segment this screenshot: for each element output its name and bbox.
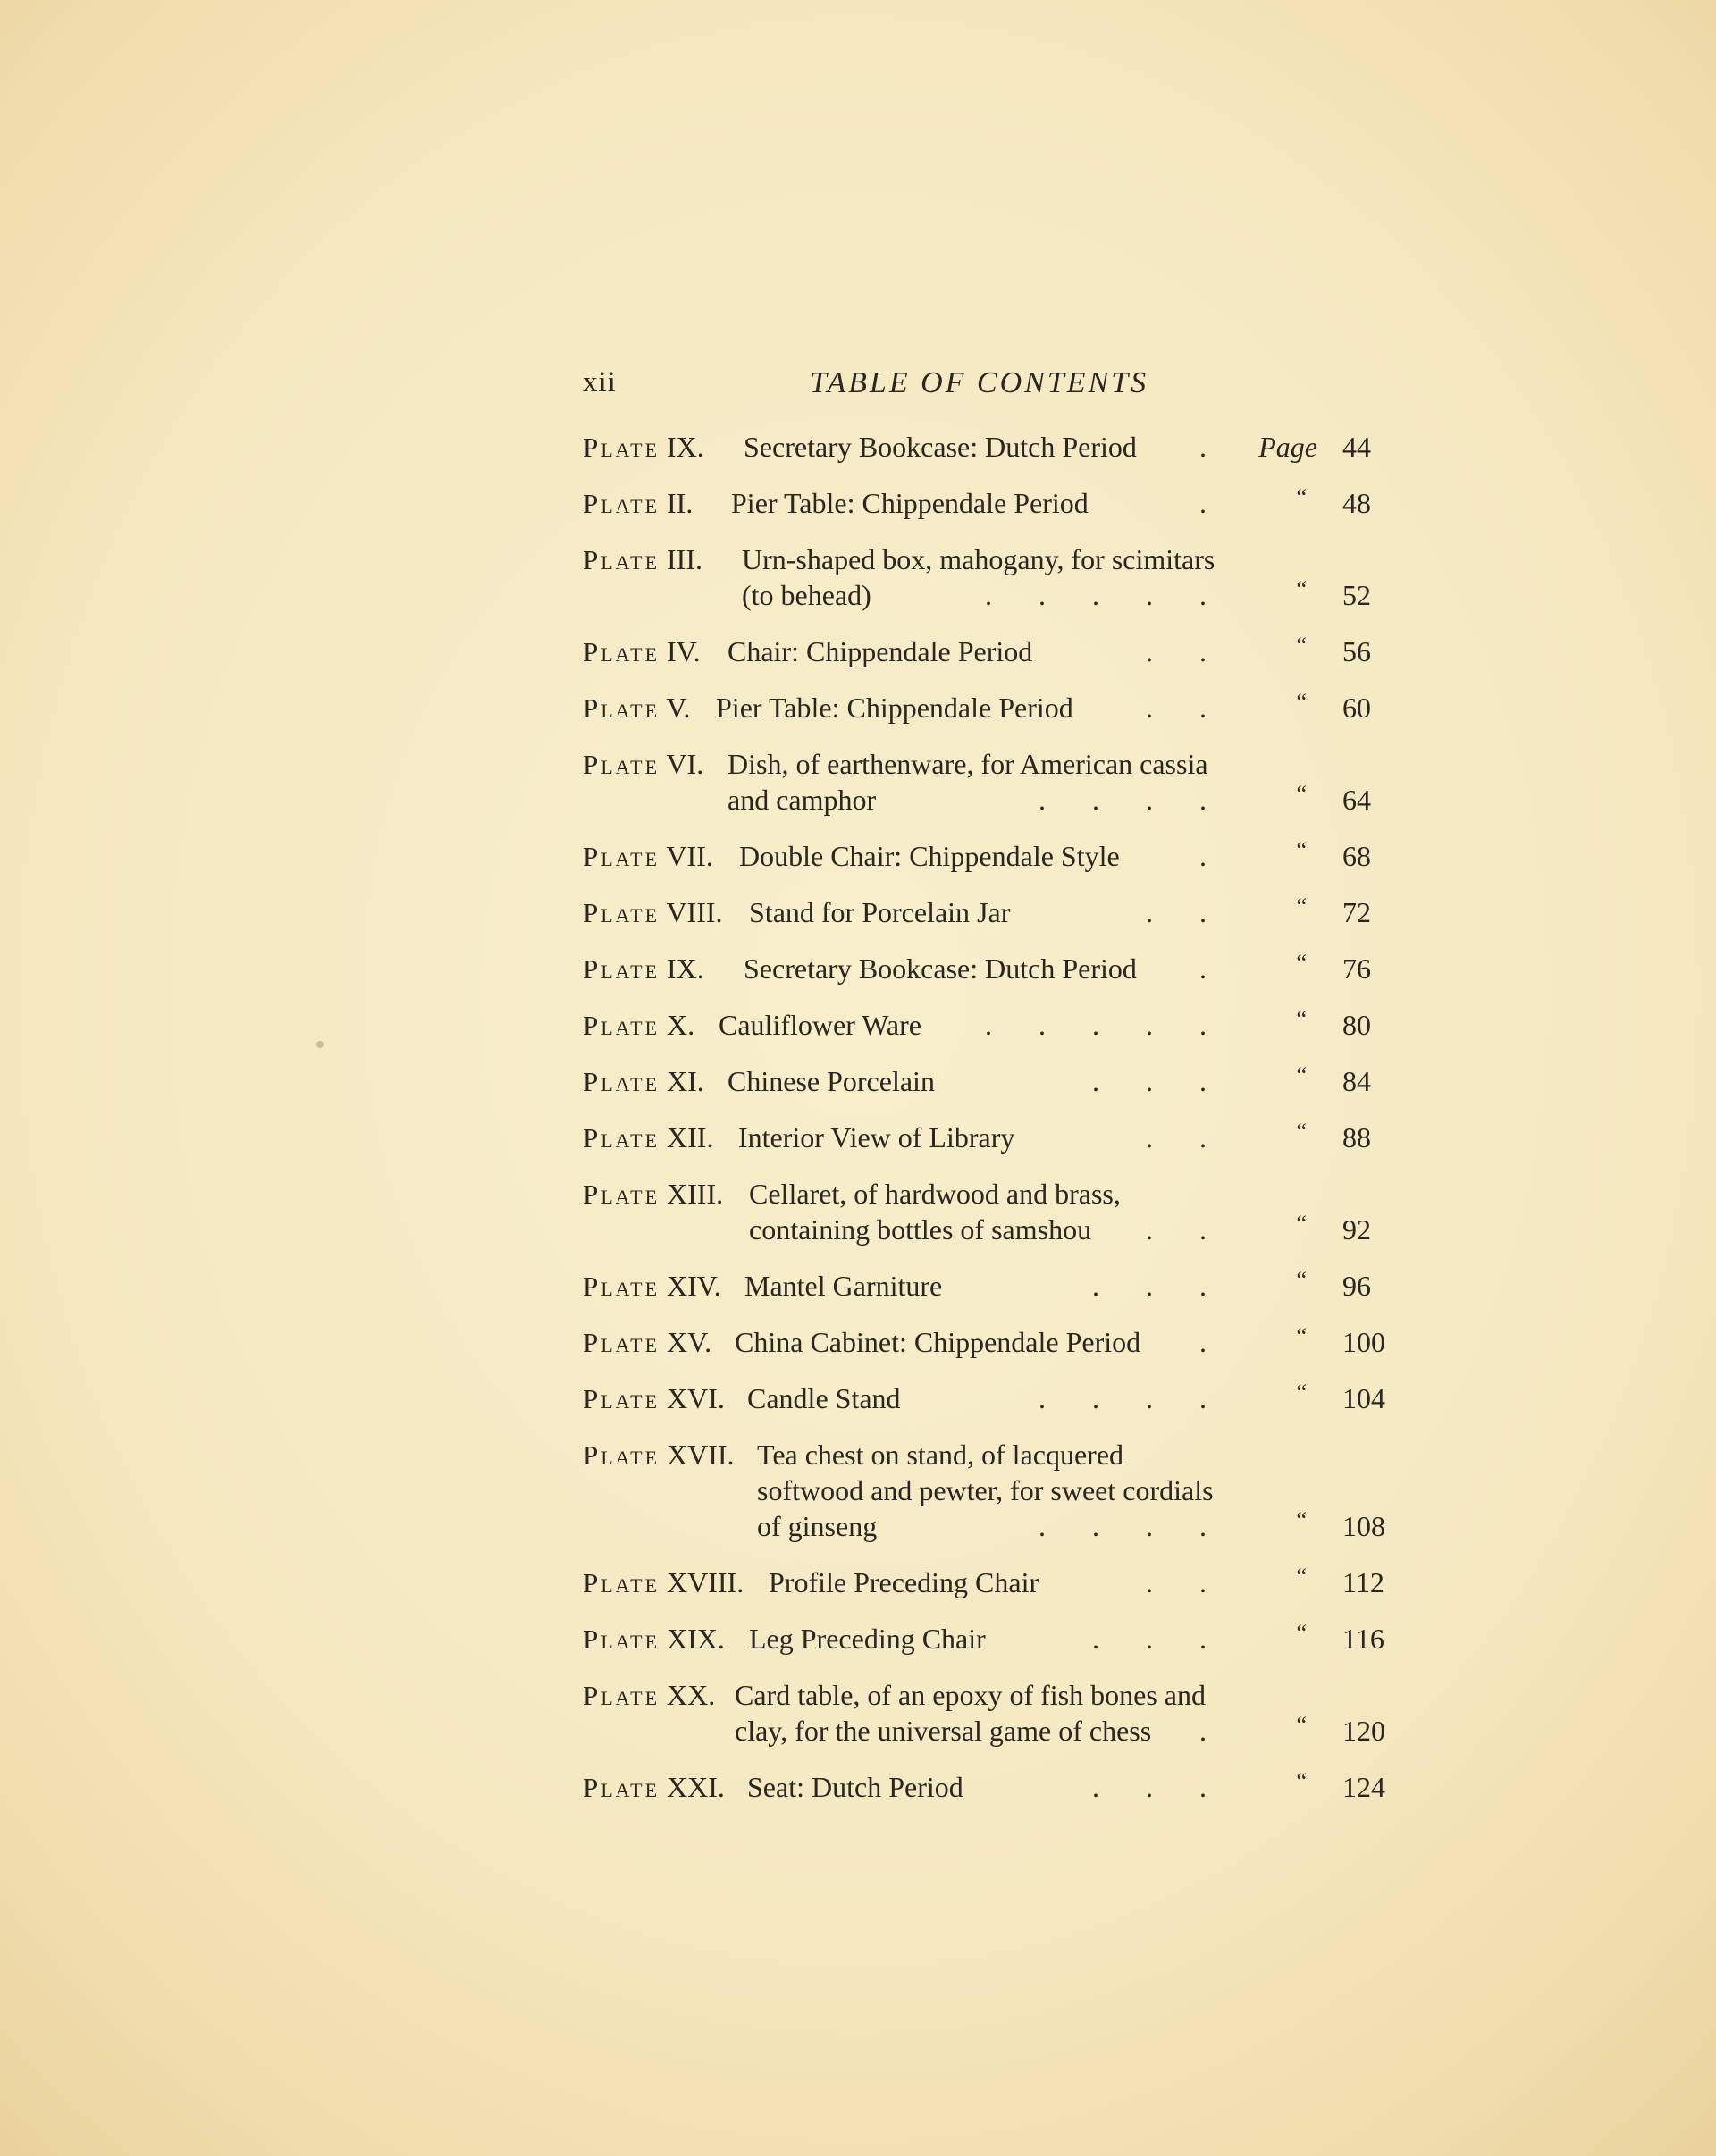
ditto-mark: “ xyxy=(1296,893,1307,919)
entry-title-line: Urn-shaped box, mahogany, for scimitars xyxy=(742,543,1216,575)
ditto-mark: “ xyxy=(1296,633,1307,659)
plate-number: IX. xyxy=(667,952,704,985)
plate-label xyxy=(583,1324,711,1361)
plate-number: XIX. xyxy=(667,1623,725,1655)
plate-label xyxy=(583,541,702,578)
plate-word: Plate xyxy=(583,1623,660,1655)
ditto-mark: “ xyxy=(1296,837,1307,863)
plate-label xyxy=(583,1380,725,1417)
dot-leader: . . . . . xyxy=(985,1009,1208,1041)
plate-label xyxy=(583,1621,725,1657)
page-number: 56 xyxy=(1342,635,1371,667)
dot-leader: . xyxy=(1199,1326,1208,1358)
page-number: 64 xyxy=(1342,784,1371,816)
entry-title-line: Profile Preceding Chair xyxy=(769,1566,1039,1598)
toc-entry xyxy=(583,1677,1405,1749)
page-number: 60 xyxy=(1342,692,1371,724)
entry-title-line: Secretary Bookcase: Dutch Period xyxy=(744,952,1137,985)
dot-leader: . . . xyxy=(1092,1771,1208,1803)
dot-leader: . xyxy=(1199,840,1208,872)
toc-entry xyxy=(583,1565,1405,1600)
dot-leader: . . xyxy=(1146,1213,1208,1246)
plate-number: XIII. xyxy=(667,1178,724,1210)
plate-word: Plate xyxy=(583,1383,660,1414)
entry-title-line: Interior View of Library xyxy=(738,1121,1015,1154)
plate-number: XVI. xyxy=(667,1382,725,1414)
plate-word: Plate xyxy=(583,432,660,463)
plate-word: Plate xyxy=(583,1567,660,1598)
toc-entry xyxy=(583,894,1405,930)
entry-title-line: clay, for the universal game of chess xyxy=(735,1715,1152,1747)
plate-number: II. xyxy=(667,487,694,519)
plate-label xyxy=(583,838,713,875)
plate-number: XIV. xyxy=(667,1270,721,1302)
entry-title-line: Card table, of an epoxy of fish bones and xyxy=(735,1679,1206,1711)
dot-leader: . . . xyxy=(1092,1065,1208,1097)
dot-leader: . . . . . xyxy=(985,579,1208,611)
entry-title-line: Chinese Porcelain xyxy=(728,1065,935,1097)
entry-title-line: Leg Preceding Chair xyxy=(749,1623,986,1655)
page-number: 104 xyxy=(1342,1382,1385,1414)
page-number: 72 xyxy=(1342,896,1371,928)
plate-number: X. xyxy=(667,1009,695,1041)
dot-leader: . . . xyxy=(1092,1623,1208,1655)
entry-title xyxy=(744,951,1253,986)
entry-title xyxy=(731,485,1253,521)
plate-number: XVIII. xyxy=(667,1566,744,1598)
entry-title-line: Seat: Dutch Period xyxy=(747,1771,963,1803)
entry-title-line: Chair: Chippendale Period xyxy=(728,635,1033,667)
plate-number: IV. xyxy=(667,635,701,667)
ditto-mark: “ xyxy=(1296,689,1307,715)
ditto-mark: “ xyxy=(1296,1768,1307,1794)
toc-entry xyxy=(583,541,1405,613)
page-number: 88 xyxy=(1342,1121,1371,1154)
plate-word: Plate xyxy=(583,1772,660,1803)
entry-title-line: China Cabinet: Chippendale Period xyxy=(735,1326,1141,1358)
toc-entry xyxy=(583,838,1405,874)
page-number: 84 xyxy=(1342,1065,1371,1097)
plate-word: Plate xyxy=(583,1271,660,1302)
entry-title xyxy=(739,838,1253,874)
page-number: 112 xyxy=(1342,1566,1384,1598)
page-number: 124 xyxy=(1342,1771,1385,1803)
plate-number: III. xyxy=(667,543,702,575)
toc-entry xyxy=(583,1769,1405,1805)
plate-label xyxy=(583,1268,721,1305)
toc-entry xyxy=(583,951,1405,986)
table-of-contents xyxy=(583,429,1405,1825)
plate-label xyxy=(583,1063,704,1100)
page-number: 68 xyxy=(1342,840,1371,872)
toc-entry xyxy=(583,1621,1405,1657)
entry-title-line: Secretary Bookcase: Dutch Period xyxy=(744,431,1137,463)
entry-title-line: Cauliflower Ware xyxy=(719,1009,921,1041)
plate-word: Plate xyxy=(583,1122,660,1154)
plate-label xyxy=(583,746,703,783)
plate-word: Plate xyxy=(583,953,660,985)
dot-leader: . xyxy=(1199,1715,1208,1747)
plate-word: Plate xyxy=(583,1327,660,1358)
entry-title-line: Pier Table: Chippendale Period xyxy=(731,487,1089,519)
plate-number: IX. xyxy=(667,431,704,463)
toc-entry xyxy=(583,1437,1405,1544)
entry-title-line: (to behead) xyxy=(742,579,871,611)
plate-number: XXI. xyxy=(667,1771,725,1803)
running-title: TABLE OF CONTENTS xyxy=(810,366,1149,399)
plate-number: VI. xyxy=(666,748,704,780)
plate-label xyxy=(583,1437,735,1473)
plate-word: Plate xyxy=(583,1439,660,1471)
plate-label xyxy=(583,1007,694,1044)
plate-number: VII. xyxy=(666,840,713,872)
dot-leader: . . xyxy=(1146,1121,1208,1154)
dot-leader: . . . . xyxy=(1039,1382,1208,1414)
ditto-mark: “ xyxy=(1296,1564,1307,1590)
ditto-mark: “ xyxy=(1296,781,1307,807)
ditto-mark: “ xyxy=(1296,1119,1307,1145)
entry-title-line: Stand for Porcelain Jar xyxy=(749,896,1011,928)
ditto-mark: “ xyxy=(1296,1267,1307,1293)
dot-leader: . xyxy=(1199,487,1208,519)
plate-number: XX. xyxy=(667,1679,716,1711)
page-folio: xii xyxy=(583,366,617,398)
entry-title xyxy=(735,1677,1253,1749)
ditto-mark: “ xyxy=(1296,1006,1307,1032)
plate-word: Plate xyxy=(583,544,660,575)
plate-number: VIII. xyxy=(666,896,723,928)
ditto-mark: “ xyxy=(1296,950,1307,976)
entry-title-line: of ginseng xyxy=(757,1510,878,1542)
dot-leader: . . xyxy=(1146,896,1208,928)
entry-title-line: and camphor xyxy=(728,784,877,816)
running-head xyxy=(583,366,1387,411)
toc-entry xyxy=(583,1007,1405,1043)
plate-number: XI. xyxy=(667,1065,704,1097)
dot-leader: . . . xyxy=(1092,1270,1208,1302)
plate-word: Plate xyxy=(583,1066,660,1097)
dot-leader: . . xyxy=(1146,635,1208,667)
toc-entry xyxy=(583,1120,1405,1155)
plate-label xyxy=(583,485,693,522)
toc-entry xyxy=(583,1268,1405,1304)
entry-title-line: containing bottles of samshou xyxy=(749,1213,1092,1246)
entry-title-line: softwood and pewter, for sweet cordials xyxy=(757,1474,1214,1506)
plate-label xyxy=(583,1176,723,1212)
plate-word: Plate xyxy=(583,1179,660,1210)
entry-title-line: Cellaret, of hardwood and brass, xyxy=(749,1178,1121,1210)
plate-label xyxy=(583,690,690,726)
ditto-mark: “ xyxy=(1296,1712,1307,1738)
dot-leader: . . xyxy=(1146,692,1208,724)
ditto-mark: “ xyxy=(1296,1062,1307,1088)
dot-leader: . . . . xyxy=(1039,1510,1208,1542)
plate-number: XII. xyxy=(667,1121,714,1154)
page-number: 116 xyxy=(1342,1623,1384,1655)
entry-title xyxy=(735,1324,1253,1360)
ditto-mark: “ xyxy=(1296,484,1307,510)
plate-label xyxy=(583,1120,713,1156)
entry-title-line: Candle Stand xyxy=(747,1382,901,1414)
page-number: 44 xyxy=(1342,431,1371,463)
ditto-mark: “ xyxy=(1296,1620,1307,1646)
plate-word: Plate xyxy=(583,692,660,724)
toc-entry xyxy=(583,690,1405,726)
page-number: 96 xyxy=(1342,1270,1371,1302)
ditto-mark: “ xyxy=(1296,1323,1307,1349)
entry-title-line: Double Chair: Chippendale Style xyxy=(739,840,1120,872)
ditto-mark: “ xyxy=(1296,1507,1307,1533)
toc-entry xyxy=(583,633,1405,669)
plate-number: V. xyxy=(666,692,691,724)
plate-label xyxy=(583,1769,725,1806)
page-number: 76 xyxy=(1342,952,1371,985)
entry-title-line: Mantel Garniture xyxy=(744,1270,943,1302)
page-number: 120 xyxy=(1342,1715,1385,1747)
toc-entry xyxy=(583,485,1405,521)
page-number: 52 xyxy=(1342,579,1371,611)
plate-label xyxy=(583,1565,744,1601)
entry-title-line: Tea chest on stand, of lacquered xyxy=(757,1439,1124,1471)
page-number: 92 xyxy=(1342,1213,1371,1246)
dot-leader: . xyxy=(1199,431,1208,463)
plate-number: XV. xyxy=(667,1326,712,1358)
page-number: 80 xyxy=(1342,1009,1371,1041)
ditto-mark: “ xyxy=(1296,1380,1307,1405)
ditto-mark: “ xyxy=(1296,576,1307,602)
toc-entry xyxy=(583,429,1405,465)
plate-word: Plate xyxy=(583,897,660,928)
toc-entry xyxy=(583,1380,1405,1416)
entry-title-line: Pier Table: Chippendale Period xyxy=(716,692,1073,724)
plate-word: Plate xyxy=(583,1010,660,1041)
plate-word: Plate xyxy=(583,749,660,780)
plate-label xyxy=(583,429,704,466)
page-number: 108 xyxy=(1342,1510,1385,1542)
dot-leader: . . xyxy=(1146,1566,1208,1598)
plate-label xyxy=(583,894,723,931)
plate-word: Plate xyxy=(583,841,660,872)
plate-number: XVII. xyxy=(667,1439,735,1471)
toc-entry xyxy=(583,1063,1405,1099)
toc-entry xyxy=(583,1176,1405,1247)
toc-entry xyxy=(583,1324,1405,1360)
paper-blemish xyxy=(316,1041,324,1048)
plate-label xyxy=(583,1677,715,1714)
plate-word: Plate xyxy=(583,488,660,519)
dot-leader: . xyxy=(1199,952,1208,985)
plate-word: Plate xyxy=(583,1680,660,1711)
entry-title xyxy=(744,429,1253,465)
dot-leader: . . . . xyxy=(1039,784,1208,816)
entry-title-line: Dish, of earthenware, for American cassia xyxy=(728,748,1208,780)
page-number: 48 xyxy=(1342,487,1371,519)
page-word: Page xyxy=(1258,431,1317,463)
page-number: 100 xyxy=(1342,1326,1385,1358)
plate-label xyxy=(583,951,704,987)
ditto-mark: “ xyxy=(1296,1211,1307,1237)
plate-label xyxy=(583,633,701,670)
plate-word: Plate xyxy=(583,636,660,667)
toc-entry xyxy=(583,746,1405,818)
